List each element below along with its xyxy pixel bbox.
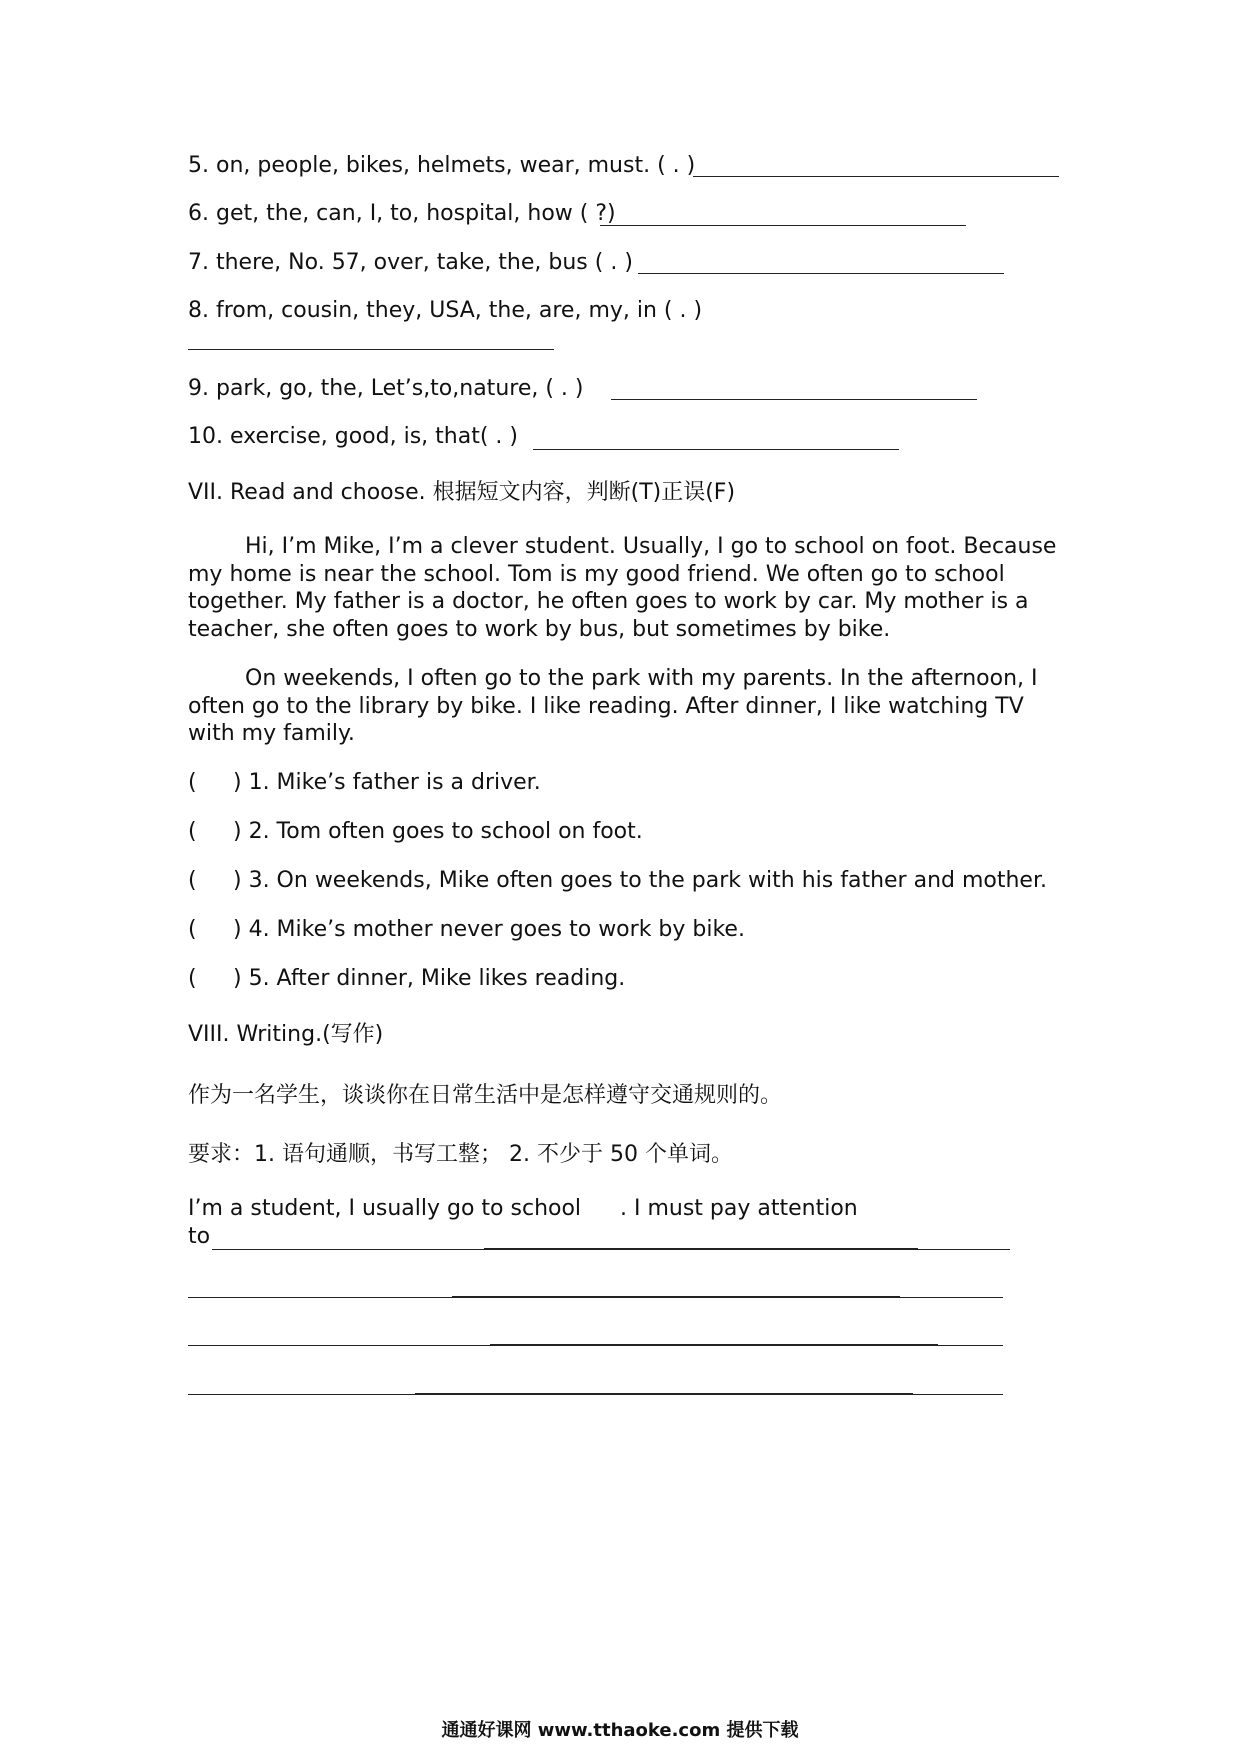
- question-text: ) 2. Tom often goes to school on foot.: [233, 819, 643, 844]
- writing-starter-to: to: [188, 1224, 211, 1249]
- page-footer: 通通好课网 www.tthaoke.com 提供下载: [441, 1720, 799, 1741]
- answer-blank[interactable]: [693, 176, 1059, 177]
- ordering-item-8: 8. from, cousin, they, USA, the, are, my, in ( . ): [188, 298, 703, 323]
- question-text: ) 3. On weekends, Mike often goes to the park with his father and mother.: [233, 868, 1047, 893]
- question-2: [188, 818, 643, 846]
- answer-paren[interactable]: (: [188, 966, 197, 991]
- answer-paren[interactable]: (: [188, 770, 197, 795]
- ordering-item-5: 5. on, people, bikes, helmets, wear, must. ( . ): [188, 153, 696, 178]
- question-text: ) 4. Mike’s mother never goes to work by bike.: [233, 917, 745, 942]
- ordering-item-10: 10. exercise, good, is, that( . ): [188, 424, 518, 449]
- ordering-item-6: 6. get, the, can, I, to, hospital, how ( ?): [188, 201, 616, 226]
- answer-blank[interactable]: [600, 225, 966, 226]
- answer-blank[interactable]: [611, 399, 977, 400]
- answer-blank[interactable]: [533, 449, 899, 450]
- question-3: [188, 867, 1047, 895]
- reading-paragraph-2: On weekends, I often go to the park with my parents. In the afternoon, I often go to the library by bike. I like reading. After dinner, I like watching TV with my family.: [188, 666, 1038, 746]
- question-1: [188, 769, 541, 797]
- question-text: ) 5. After dinner, Mike likes reading.: [233, 966, 626, 991]
- question-text: ) 1. Mike’s father is a driver.: [233, 770, 541, 795]
- answer-paren[interactable]: (: [188, 917, 197, 942]
- writing-starter-part1: I’m a student, I usually go to school: [188, 1196, 582, 1221]
- writing-line-overlay: [415, 1393, 913, 1395]
- question-5: [188, 965, 625, 993]
- writing-line-overlay: [452, 1296, 900, 1298]
- answer-paren[interactable]: (: [188, 868, 197, 893]
- writing-starter-part2: . I must pay attention: [620, 1196, 858, 1221]
- answer-paren[interactable]: (: [188, 819, 197, 844]
- writing-line-overlay: [484, 1248, 918, 1250]
- writing-prompt: 作为一名学生，谈谈你在日常生活中是怎样遵守交通规则的。: [188, 1083, 783, 1108]
- writing-requirements: 要求：1. 语句通顺，书写工整； 2. 不少于 50 个单词。: [188, 1142, 733, 1167]
- reading-paragraph-1: Hi, I’m Mike, I’m a clever student. Usually, I go to school on foot. Because my home is near the school. Tom is my good friend. We often go to school together. My father is a doctor, he often goes to work by car. My mother is a teacher, she often goes to work by bus, but sometimes by bike.: [188, 534, 1057, 642]
- ordering-item-9: 9. park, go, the, Let’s,to,nature, ( . ): [188, 376, 584, 401]
- section-heading-vii: VII. Read and choose. 根据短文内容，判断(T)正误(F): [188, 480, 736, 505]
- answer-blank[interactable]: [638, 273, 1004, 274]
- writing-line-overlay: [490, 1344, 938, 1346]
- section-heading-viii: VIII. Writing.(写作): [188, 1022, 384, 1047]
- ordering-item-7: 7. there, No. 57, over, take, the, bus ( . ): [188, 250, 633, 275]
- answer-blank[interactable]: [188, 349, 554, 350]
- question-4: [188, 916, 745, 944]
